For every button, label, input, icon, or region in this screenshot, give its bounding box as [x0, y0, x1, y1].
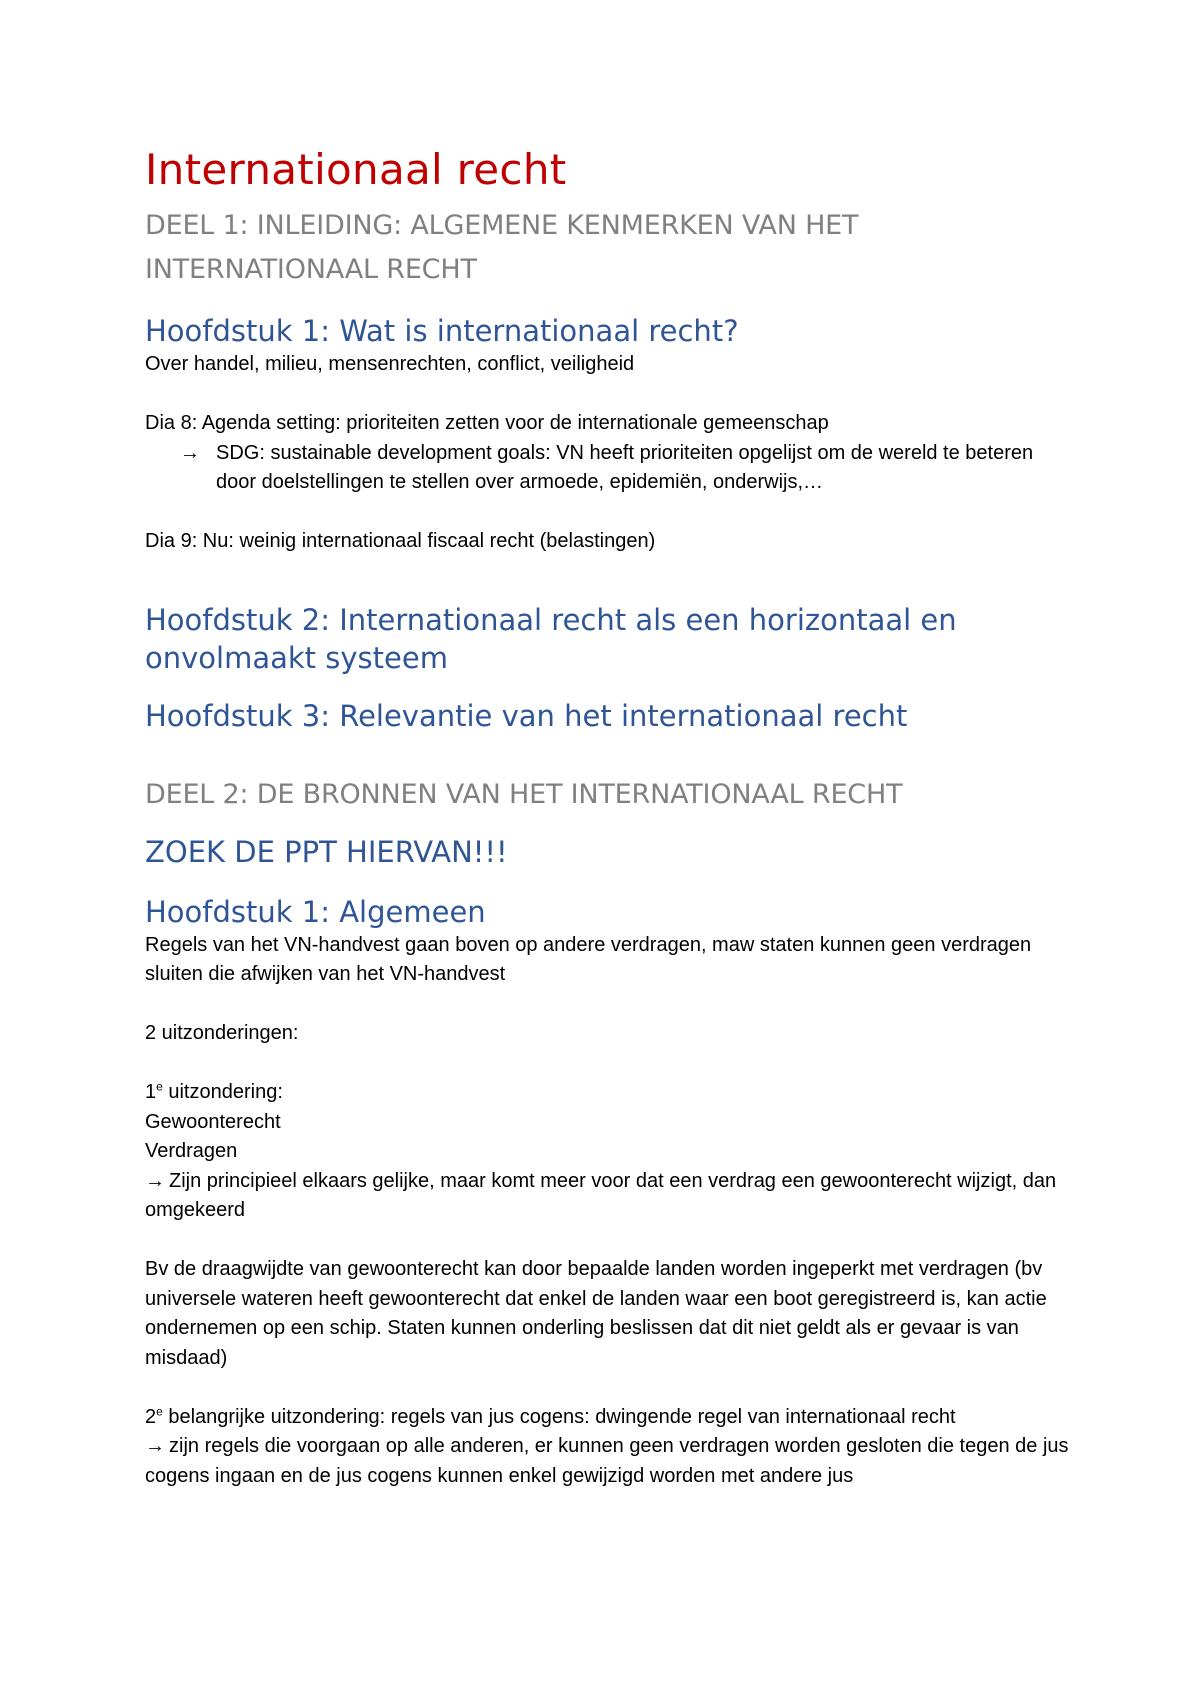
spacer [145, 498, 1070, 528]
example-paragraph: Bv de draagwijdte van gewoonterecht kan door bepaalde landen worden ingeperkt met verdragen (bv universele wateren heeft gewoonterecht dat enkel de landen waar een boot geregistreerd is, kan actie ondernemen op een schip. Staten kunnen onderling beslissen dat dit niet geldt als er gevaar is van misdaad) [145, 1258, 1047, 1369]
spacer [145, 1226, 1070, 1256]
part-2-chapter-1-heading: Hoofdstuk 1: Algemeen [145, 894, 486, 929]
arrow-icon: → [145, 1169, 165, 1192]
exceptions-intro: 2 uitzonderingen: [145, 1022, 299, 1044]
arrow-icon: → [180, 441, 200, 464]
spacer [145, 1373, 1070, 1403]
gewoonterecht-line: Gewoonterecht [145, 1110, 281, 1133]
exception-1-label [145, 1078, 1070, 1108]
chapter-1-intro: Over handel, milieu, mensenrechten, conflict, veiligheid [145, 353, 635, 375]
exception-2-label [145, 1403, 1070, 1433]
dia-9-text: Dia 9: Nu: weinig internationaal fiscaal recht (belastingen) [145, 530, 656, 552]
spacer [145, 990, 1070, 1020]
exception-2-arrow-text [145, 1432, 1070, 1491]
chapter-3-heading: Hoofdstuk 3: Relevantie van het internationaal recht [145, 698, 908, 733]
spacer [145, 1049, 1070, 1079]
spacer [145, 380, 1070, 410]
exception-1-text: uitzondering: [162, 1081, 283, 1103]
exception-2-arrow-body: zijn regels die voorgaan op alle anderen, er kunnen geen verdragen worden gesloten die tegen de jus cogens ingaan en de jus cogens kunnen enkel gewijzigd worden met andere jus [145, 1435, 1069, 1487]
exception-1-arrow-text [145, 1167, 1070, 1226]
exception-1-number: 1 [145, 1081, 157, 1103]
ppt-note: ZOEK DE PPT HIERVAN!!! [145, 834, 508, 869]
arrow-icon: → [145, 1435, 165, 1457]
part-2-chapter-1-text: Regels van het VN-handvest gaan boven op andere verdragen, maw staten kunnen geen verdragen sluiten die afwijken van het VN-handvest [145, 933, 1032, 985]
sdg-bullet [145, 439, 1070, 498]
chapter-2-heading: Hoofdstuk 2: Internationaal recht als een horizontaal en onvolmaakt systeem [145, 602, 957, 675]
chapter-1-heading: Hoofdstuk 1: Wat is internationaal recht? [145, 314, 739, 348]
exception-2-superscript: e [156, 1403, 163, 1418]
verdragen-line: Verdragen [145, 1140, 238, 1162]
exception-2-number: 2 [145, 1405, 157, 1428]
sdg-bullet-text: SDG: sustainable development goals: VN heeft prioriteiten opgelijst om de wereld te beteren door doelstellingen te stellen over armoede, epidemiën, onderwijs,… [216, 441, 1034, 493]
exception-2-text: belangrijke uitzondering: regels van jus cogens: dwingende regel van internationaal recht [162, 1405, 956, 1428]
exception-1-superscript: e [156, 1079, 163, 1094]
document-title: Internationaal recht [145, 145, 567, 194]
exception-1-arrow-body: Zijn principieel elkaars gelijke, maar komt meer voor dat een verdrag een gewoonterecht wijzigt, dan omgekeerd [145, 1169, 1057, 1221]
part-2-heading: DEEL 2: DE BRONNEN VAN HET INTERNATIONAAL RECHT [145, 778, 903, 810]
dia-8-text: Dia 8: Agenda setting: prioriteiten zetten voor de internationale gemeenschap [145, 412, 829, 434]
part-1-heading: DEEL 1: INLEIDING: ALGEMENE KENMERKEN VAN HET INTERNATIONAAL RECHT [145, 210, 859, 285]
